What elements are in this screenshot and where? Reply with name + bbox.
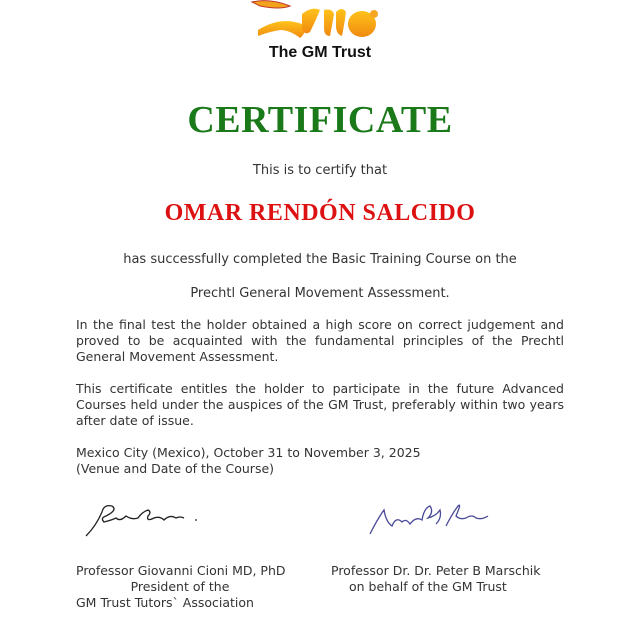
gm-trust-logo-icon: [250, 0, 390, 42]
venue-label: (Venue and Date of the Course): [76, 461, 275, 476]
paragraph-entitlement: This certificate entitles the holder to participate in the future Advanced Courses held under the auspices of the GM Trust, preferably within two years after date of issue.: [76, 381, 564, 428]
signatory-2-name: Professor Dr. Dr. Peter B Marschik: [331, 563, 541, 578]
completion-line-1: has successfully completed the Basic Training Course on the: [123, 252, 517, 267]
signature-marschik-icon: [366, 498, 496, 538]
signatory-1-role: President of the: [130, 579, 230, 594]
org-name: The GM Trust: [268, 44, 372, 61]
signatory-1-name: Professor Giovanni Cioni MD, PhD: [76, 563, 286, 578]
venue-date: Mexico City (Mexico), October 31 to November 3, 2025: [76, 445, 421, 460]
intro-text: This is to certify that: [252, 163, 388, 178]
signatory-1-org: GM Trust Tutors` Association: [76, 595, 254, 610]
recipient-name: OMAR RENDÓN SALCIDO: [164, 200, 476, 226]
certificate-title: CERTIFICATE: [187, 99, 453, 141]
signature-cioni-icon: [82, 498, 202, 538]
signatory-2-role: on behalf of the GM Trust: [349, 579, 507, 594]
paragraph-final-test: In the final test the holder obtained a high score on correct judgement and proved to be acquainted with the fundamental principles of the Prechtl General Movement Assessment.: [76, 317, 564, 364]
completion-line-2: Prechtl General Movement Assessment.: [190, 286, 450, 301]
